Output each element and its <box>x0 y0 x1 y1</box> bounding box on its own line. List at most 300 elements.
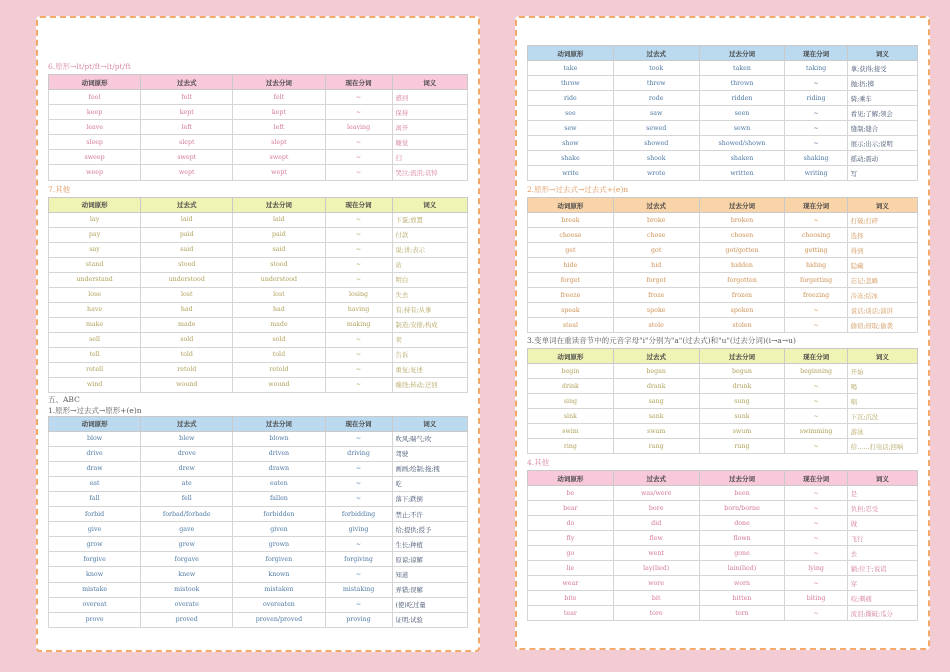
cell-past-participle: said <box>233 242 325 257</box>
cell-present-participle: ~ <box>785 439 847 454</box>
cell-meaning: 冷冻;结冰 <box>847 288 917 303</box>
column-header-base-form: 动词原形 <box>49 197 141 212</box>
table-row <box>528 409 918 424</box>
table-row <box>528 288 918 303</box>
cell-base-form: leave <box>49 120 141 135</box>
cell-meaning: 睡觉 <box>392 135 467 150</box>
cell-meaning: 生长;种植 <box>392 537 467 552</box>
cell-present-participle: ~ <box>325 476 392 491</box>
cell-meaning: 扫 <box>392 150 467 165</box>
cell-meaning: 穿 <box>847 576 917 591</box>
cell-base-form: overeat <box>49 597 141 612</box>
cell-base-form: throw <box>528 76 614 91</box>
table-row <box>49 567 468 582</box>
cell-past-tense: got <box>613 243 699 258</box>
cell-present-participle: ~ <box>325 537 392 552</box>
cell-past-participle: fallen <box>233 491 325 506</box>
table-row <box>49 242 468 257</box>
cell-present-participle: making <box>325 317 392 332</box>
cell-past-tense: sold <box>141 332 233 347</box>
cell-meaning: 飞行 <box>847 531 917 546</box>
table-row <box>49 461 468 476</box>
table-row <box>528 576 918 591</box>
table-row <box>528 516 918 531</box>
cell-base-form: show <box>528 136 614 151</box>
column-header-present-participle: 现在分词 <box>785 349 847 364</box>
cell-meaning: 拿;获得;接受 <box>847 61 917 76</box>
table-row <box>528 228 918 243</box>
cell-past-participle: taken <box>699 61 785 76</box>
cell-present-participle: taking <box>785 61 847 76</box>
cell-base-form: grow <box>49 537 141 552</box>
cell-past-participle: kept <box>233 105 325 120</box>
column-header-past-tense: 过去式 <box>141 197 233 212</box>
cell-meaning: 骑;乘车 <box>847 91 917 106</box>
column-header-past-tense: 过去式 <box>141 75 233 90</box>
table-header-row <box>528 46 918 61</box>
table-row <box>528 91 918 106</box>
table-section-7 <box>48 197 468 393</box>
cell-past-participle: made <box>233 317 325 332</box>
cell-past-tense: rode <box>613 91 699 106</box>
table-row <box>528 379 918 394</box>
table-row <box>49 597 468 612</box>
cell-past-participle: lain(lied) <box>699 561 785 576</box>
cell-present-participle: ~ <box>785 303 847 318</box>
cell-meaning: 是 <box>847 486 917 501</box>
table-section-1-continued <box>527 45 918 181</box>
table-row <box>528 151 918 166</box>
cell-base-form: understand <box>49 272 141 287</box>
cell-present-participle: ~ <box>325 150 392 165</box>
cell-present-participle: ~ <box>325 347 392 362</box>
cell-base-form: tell <box>49 347 141 362</box>
cell-meaning: 保持 <box>392 105 467 120</box>
cell-past-tense: tore <box>613 606 699 621</box>
table-row <box>528 606 918 621</box>
cell-meaning: 失去 <box>392 287 467 302</box>
cell-base-form: feel <box>49 90 141 105</box>
cell-base-form: forbid <box>49 507 141 522</box>
cell-base-form: say <box>49 242 141 257</box>
cell-base-form: keep <box>49 105 141 120</box>
cell-past-participle: forgiven <box>233 552 325 567</box>
cell-meaning: 吹风;喘气;吹 <box>392 431 467 446</box>
cell-present-participle: ~ <box>325 431 392 446</box>
cell-base-form: eat <box>49 476 141 491</box>
cell-past-tense: paid <box>141 227 233 242</box>
cell-present-participle: forbidding <box>325 507 392 522</box>
cell-meaning: 得到 <box>847 243 917 258</box>
cell-present-participle: ~ <box>785 76 847 91</box>
cell-base-form: freeze <box>528 288 614 303</box>
cell-past-participle: flown <box>699 531 785 546</box>
cell-meaning: 忘记;忽略 <box>847 273 917 288</box>
cell-past-tense: broke <box>613 213 699 228</box>
cell-past-participle: bitten <box>699 591 785 606</box>
cell-past-tense: shook <box>613 151 699 166</box>
cell-past-tense: did <box>613 516 699 531</box>
cell-meaning: 卖 <box>392 332 467 347</box>
cell-meaning: 下蛋;放置 <box>392 212 467 227</box>
cell-meaning: 喝 <box>847 379 917 394</box>
cell-past-tense: saw <box>613 106 699 121</box>
cell-past-participle: shaken <box>699 151 785 166</box>
cell-present-participle: ~ <box>325 105 392 120</box>
table-row <box>528 439 918 454</box>
table-row <box>528 394 918 409</box>
cell-present-participle: ~ <box>785 318 847 333</box>
cell-meaning: 缝制;缝合 <box>847 121 917 136</box>
column-header-past-participle: 过去分词 <box>699 198 785 213</box>
cell-meaning: 证明;试验 <box>392 612 467 627</box>
cell-present-participle: ~ <box>785 486 847 501</box>
left-page <box>36 16 480 652</box>
cell-present-participle: ~ <box>785 501 847 516</box>
table-row <box>528 424 918 439</box>
cell-base-form: choose <box>528 228 614 243</box>
cell-past-participle: got/gotten <box>699 243 785 258</box>
cell-past-tense: felt <box>141 90 233 105</box>
cell-past-tense: hid <box>613 258 699 273</box>
cell-present-participle: ~ <box>325 90 392 105</box>
table-row <box>49 362 468 377</box>
cell-present-participle: ~ <box>785 606 847 621</box>
column-header-past-tense: 过去式 <box>613 46 699 61</box>
cell-past-tense: lay(lied) <box>613 561 699 576</box>
cell-base-form: draw <box>49 461 141 476</box>
cell-meaning: 落下;跌倒 <box>392 491 467 506</box>
table-row <box>49 332 468 347</box>
cell-past-participle: begun <box>699 364 785 379</box>
cell-base-form: see <box>528 106 614 121</box>
cell-present-participle: ~ <box>325 165 392 180</box>
cell-meaning: 知道 <box>392 567 467 582</box>
cell-past-tense: stood <box>141 257 233 272</box>
cell-base-form: lay <box>49 212 141 227</box>
cell-past-tense: swam <box>613 424 699 439</box>
column-header-meaning: 词义 <box>847 471 917 486</box>
cell-base-form: sell <box>49 332 141 347</box>
cell-past-participle: drunk <box>699 379 785 394</box>
table-row <box>528 213 918 228</box>
cell-meaning: 明白 <box>392 272 467 287</box>
cell-past-participle: retold <box>233 362 325 377</box>
cell-meaning: 负担;忍受 <box>847 501 917 516</box>
cell-meaning: 打破;打碎 <box>847 213 917 228</box>
table-row <box>49 552 468 567</box>
cell-present-participle: ~ <box>325 212 392 227</box>
cell-base-form: ride <box>528 91 614 106</box>
cell-base-form: sleep <box>49 135 141 150</box>
cell-meaning: 给……打电话;回响 <box>847 439 917 454</box>
table-row <box>49 507 468 522</box>
cell-past-tense: rang <box>613 439 699 454</box>
cell-present-participle: driving <box>325 446 392 461</box>
column-header-present-participle: 现在分词 <box>785 198 847 213</box>
cell-base-form: wear <box>528 576 614 591</box>
table-section-4 <box>527 470 918 621</box>
table-row <box>528 166 918 181</box>
cell-present-participle: ~ <box>325 135 392 150</box>
cell-past-tense: wrote <box>613 166 699 181</box>
cell-past-tense: took <box>613 61 699 76</box>
section-6-title: 6.原形→lt/pt/ft→lt/pt/ft <box>48 62 131 71</box>
cell-past-participle: driven <box>233 446 325 461</box>
cell-present-participle: ~ <box>325 597 392 612</box>
cell-meaning: 写 <box>847 166 917 181</box>
cell-meaning: 重复;复述 <box>392 362 467 377</box>
cell-past-tense: drank <box>613 379 699 394</box>
cell-meaning: 流泪;撕破;瓜分 <box>847 606 917 621</box>
cell-past-tense: bit <box>613 591 699 606</box>
cell-past-tense: knew <box>141 567 233 582</box>
table-section-2 <box>527 197 918 333</box>
cell-present-participle: ~ <box>785 213 847 228</box>
cell-past-participle: hidden <box>699 258 785 273</box>
table-row <box>49 272 468 287</box>
cell-past-participle: seen <box>699 106 785 121</box>
cell-meaning: 唱 <box>847 394 917 409</box>
table-row <box>49 120 468 135</box>
cell-present-participle: ~ <box>785 531 847 546</box>
cell-meaning: 做 <box>847 516 917 531</box>
cell-present-participle: forgetting <box>785 273 847 288</box>
cell-base-form: retell <box>49 362 141 377</box>
cell-present-participle: ~ <box>785 136 847 151</box>
cell-meaning: 制造;安排;构成 <box>392 317 467 332</box>
table-row <box>49 522 468 537</box>
cell-base-form: steal <box>528 318 614 333</box>
cell-past-participle: done <box>699 516 785 531</box>
cell-base-form: sink <box>528 409 614 424</box>
cell-past-tense: ate <box>141 476 233 491</box>
table-row <box>49 287 468 302</box>
cell-present-participle: ~ <box>785 516 847 531</box>
cell-base-form: begin <box>528 364 614 379</box>
cell-present-participle: freezing <box>785 288 847 303</box>
column-header-past-tense: 过去式 <box>613 198 699 213</box>
cell-past-tense: grew <box>141 537 233 552</box>
cell-past-participle: mistaken <box>233 582 325 597</box>
cell-past-participle: sewn <box>699 121 785 136</box>
column-header-meaning: 词义 <box>392 197 467 212</box>
cell-past-participle: told <box>233 347 325 362</box>
cell-past-tense: kept <box>141 105 233 120</box>
cell-past-tense: mistook <box>141 582 233 597</box>
column-header-past-tense: 过去式 <box>141 416 233 431</box>
cell-past-tense: proved <box>141 612 233 627</box>
cell-past-participle: wept <box>233 165 325 180</box>
cell-past-tense: went <box>613 546 699 561</box>
cell-present-participle: ~ <box>325 567 392 582</box>
cell-past-participle: understood <box>233 272 325 287</box>
table-header-row <box>528 198 918 213</box>
cell-meaning: 离开 <box>392 120 467 135</box>
cell-past-participle: ridden <box>699 91 785 106</box>
cell-past-tense: threw <box>613 76 699 91</box>
cell-base-form: mistake <box>49 582 141 597</box>
cell-meaning: 站 <box>392 257 467 272</box>
cell-base-form: sew <box>528 121 614 136</box>
cell-past-participle: frozen <box>699 288 785 303</box>
cell-past-participle: forbidden <box>233 507 325 522</box>
column-header-base-form: 动词原形 <box>528 349 614 364</box>
cell-meaning: 告诉 <box>392 347 467 362</box>
cell-base-form: ring <box>528 439 614 454</box>
cell-past-participle: broken <box>699 213 785 228</box>
cell-base-form: fly <box>528 531 614 546</box>
cell-past-tense: sang <box>613 394 699 409</box>
table-row <box>49 302 468 317</box>
cell-past-participle: chosen <box>699 228 785 243</box>
column-header-present-participle: 现在分词 <box>325 75 392 90</box>
cell-base-form: tear <box>528 606 614 621</box>
table-row <box>49 537 468 552</box>
column-header-past-tense: 过去式 <box>613 349 699 364</box>
cell-base-form: pay <box>49 227 141 242</box>
cell-meaning: (使)吃过量 <box>392 597 467 612</box>
cell-base-form: go <box>528 546 614 561</box>
cell-present-participle: ~ <box>785 546 847 561</box>
cell-past-participle: overeaten <box>233 597 325 612</box>
cell-past-tense: swept <box>141 150 233 165</box>
section-3-title: 3.变单词在重读音节中的元音字母"i"分别为"a"(过去式)和"u"(过去分词)(i→a→u) <box>527 336 796 345</box>
cell-past-participle: showed/shown <box>699 136 785 151</box>
table-row <box>49 257 468 272</box>
table-row <box>528 486 918 501</box>
cell-past-participle: grown <box>233 537 325 552</box>
cell-base-form: give <box>49 522 141 537</box>
cell-past-tense: spoke <box>613 303 699 318</box>
column-header-base-form: 动词原形 <box>528 198 614 213</box>
cell-past-tense: had <box>141 302 233 317</box>
cell-past-tense: blew <box>141 431 233 446</box>
cell-past-tense: froze <box>613 288 699 303</box>
column-header-base-form: 动词原形 <box>49 416 141 431</box>
section-2-title: 2.原形→过去式→过去式+(e)n <box>527 185 629 194</box>
cell-present-participle: beginning <box>785 364 847 379</box>
cell-meaning: 吃 <box>392 476 467 491</box>
cell-past-tense: forgave <box>141 552 233 567</box>
cell-meaning: 感到 <box>392 90 467 105</box>
cell-past-tense: drove <box>141 446 233 461</box>
cell-past-participle: drawn <box>233 461 325 476</box>
cell-meaning: 原谅;谅解 <box>392 552 467 567</box>
table-row <box>49 491 468 506</box>
cell-present-participle: ~ <box>785 121 847 136</box>
cell-present-participle: getting <box>785 243 847 258</box>
column-header-meaning: 词义 <box>847 349 917 364</box>
cell-past-participle: stolen <box>699 318 785 333</box>
table-header-row <box>49 75 468 90</box>
cell-past-tense: retold <box>141 362 233 377</box>
cell-meaning: 抛;扔;掷 <box>847 76 917 91</box>
column-header-past-participle: 过去分词 <box>699 46 785 61</box>
table-row <box>528 531 918 546</box>
cell-meaning: 弄错;误解 <box>392 582 467 597</box>
cell-past-participle: born/borne <box>699 501 785 516</box>
cell-past-tense: overate <box>141 597 233 612</box>
cell-past-participle: swum <box>699 424 785 439</box>
cell-base-form: get <box>528 243 614 258</box>
table-row <box>49 317 468 332</box>
column-header-past-participle: 过去分词 <box>699 471 785 486</box>
section-1-title: 1.原形→过去式→原形+(e)n <box>48 405 142 415</box>
cell-meaning: 看见;了解;领会 <box>847 106 917 121</box>
column-header-past-tense: 过去式 <box>613 471 699 486</box>
table-row <box>49 582 468 597</box>
cell-base-form: weep <box>49 165 141 180</box>
cell-base-form: fall <box>49 491 141 506</box>
table-row <box>49 105 468 120</box>
cell-meaning: 开始 <box>847 364 917 379</box>
cell-past-participle: slept <box>233 135 325 150</box>
cell-meaning: 摇动;震动 <box>847 151 917 166</box>
cell-present-participle: ~ <box>325 362 392 377</box>
cell-past-participle: sunk <box>699 409 785 424</box>
cell-meaning: 哭泣;流泪;哀悼 <box>392 165 467 180</box>
cell-base-form: hide <box>528 258 614 273</box>
cell-present-participle: ~ <box>325 491 392 506</box>
cell-past-tense: said <box>141 242 233 257</box>
cell-past-participle: proven/proved <box>233 612 325 627</box>
right-page <box>515 16 930 650</box>
table-row <box>528 364 918 379</box>
cell-base-form: wind <box>49 377 141 392</box>
cell-meaning: 游泳 <box>847 424 917 439</box>
cell-present-participle: lying <box>785 561 847 576</box>
cell-present-participle: shaking <box>785 151 847 166</box>
cell-base-form: make <box>49 317 141 332</box>
cell-meaning: 缠绕;转动;迂回 <box>392 377 467 392</box>
section-4-title: 4.其他 <box>527 458 550 467</box>
cell-meaning: 说;讲;表示 <box>392 242 467 257</box>
cell-base-form: drive <box>49 446 141 461</box>
section-7-title: 7.其他 <box>48 184 71 194</box>
cell-base-form: write <box>528 166 614 181</box>
cell-meaning: 付款 <box>392 227 467 242</box>
cell-present-participle: having <box>325 302 392 317</box>
column-header-base-form: 动词原形 <box>528 471 614 486</box>
cell-meaning: 隐藏 <box>847 258 917 273</box>
column-header-meaning: 词义 <box>392 75 467 90</box>
cell-present-participle: forgiving <box>325 552 392 567</box>
column-header-present-participle: 现在分词 <box>325 416 392 431</box>
cell-base-form: drink <box>528 379 614 394</box>
cell-past-participle: had <box>233 302 325 317</box>
cell-base-form: forget <box>528 273 614 288</box>
cell-past-participle: given <box>233 522 325 537</box>
table-header-row <box>528 349 918 364</box>
table-row <box>49 150 468 165</box>
cell-base-form: lie <box>528 561 614 576</box>
cell-past-participle: spoken <box>699 303 785 318</box>
cell-past-participle: laid <box>233 212 325 227</box>
cell-meaning: 给;提供;授予 <box>392 522 467 537</box>
cell-past-tense: laid <box>141 212 233 227</box>
cell-past-participle: sung <box>699 394 785 409</box>
table-row <box>49 90 468 105</box>
cell-present-participle: riding <box>785 91 847 106</box>
cell-past-tense: flew <box>613 531 699 546</box>
cell-base-form: shake <box>528 151 614 166</box>
cell-past-tense: stole <box>613 318 699 333</box>
cell-past-participle: been <box>699 486 785 501</box>
cell-present-participle: writing <box>785 166 847 181</box>
cell-meaning: 选择 <box>847 228 917 243</box>
table-row <box>528 273 918 288</box>
